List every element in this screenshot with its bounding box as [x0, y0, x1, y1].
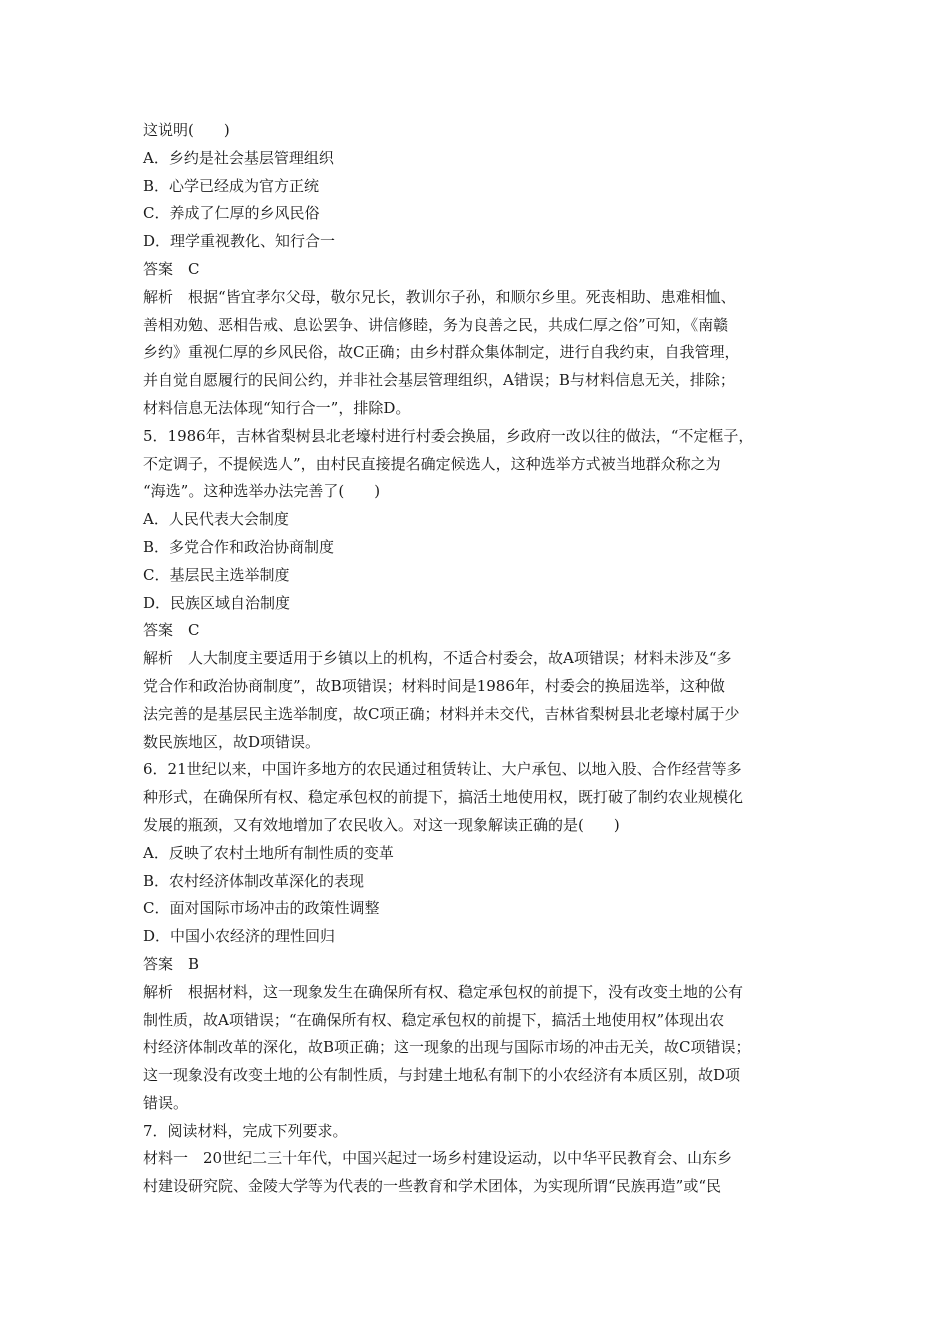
answer: 答案 C	[143, 621, 200, 640]
question-line: 5．1986年，吉林省梨树县北老壕村进行村委会换届，乡政府一改以往的做法，“不定框子，	[143, 426, 754, 445]
option-a: A．人民代表大会制度	[143, 510, 289, 529]
option-a: A．反映了农村土地所有制性质的变革	[143, 843, 394, 862]
option-c: C．养成了仁厚的乡风民俗	[143, 204, 320, 223]
material-line: 村建设研究院、金陵大学等为代表的一些教育和学术团体，为实现所谓“民族再造”或“民	[143, 1177, 722, 1196]
option-b: B．心学已经成为官方正统	[143, 176, 320, 195]
question-line: 种形式，在确保所有权、稳定承包权的前提下，搞活土地使用权，既打破了制约农业规模化	[143, 788, 744, 807]
answer: 答案 C	[143, 259, 200, 278]
explanation-line: 解析 人大制度主要适用于乡镇以上的机构，不适合村委会，故A项错误；材料未涉及“多	[143, 649, 732, 668]
explanation-line: 数民族地区，故D项错误。	[143, 732, 321, 751]
option-d: D．理学重视教化、知行合一	[143, 232, 336, 251]
option-b: B．多党合作和政治协商制度	[143, 537, 335, 556]
question-line: “海选”。这种选举办法完善了( )	[143, 482, 381, 501]
option-c: C．面对国际市场冲击的政策性调整	[143, 899, 380, 918]
explanation-line: 解析 根据材料，这一现象发生在确保所有权、稳定承包权的前提下，没有改变土地的公有	[143, 982, 744, 1001]
question-line: 发展的瓶颈，又有效地增加了农民收入。对这一现象解读正确的是( )	[143, 815, 620, 834]
answer: 答案 B	[143, 954, 200, 973]
material-line: 材料一 20世纪二三十年代，中国兴起过一场乡村建设运动，以中华平民教育会、山东乡	[143, 1149, 733, 1168]
option-b: B．农村经济体制改革深化的表现	[143, 871, 365, 890]
explanation-line: 材料信息无法体现“知行合一”，排除D。	[143, 398, 411, 417]
explanation-line: 善相劝勉、恶相告戒、息讼罢争、讲信修睦，务为良善之民，共成仁厚之俗”可知，《南赣	[143, 315, 729, 334]
explanation-line: 解析 根据“皆宜孝尔父母，敬尔兄长，教训尔子孙，和顺尔乡里。死丧相助、患难相恤、	[143, 287, 736, 306]
explanation-line: 乡约》重视仁厚的乡风民俗，故C正确；由乡村群众集体制定，进行自我约束，自我管理，	[143, 343, 740, 362]
explanation-line: 错误。	[143, 1093, 189, 1112]
document-body	[143, 117, 833, 1201]
option-d: D．民族区域自治制度	[143, 593, 291, 612]
option-c: C．基层民主选举制度	[143, 565, 290, 584]
question-line: 7．阅读材料，完成下列要求。	[143, 1121, 348, 1140]
option-d: D．中国小农经济的理性回归	[143, 927, 336, 946]
question-line: 不定调子，不提候选人”，由村民直接提名确定候选人，这种选举方式被当地群众称之为	[143, 454, 721, 473]
explanation-line: 法完善的是基层民主选举制度，故C项正确；材料并未交代，吉林省梨树县北老壕村属于少	[143, 704, 740, 723]
explanation-line: 这一现象没有改变土地的公有制性质，与封建土地私有制下的小农经济有本质区别，故D项	[143, 1066, 741, 1085]
option-a: A．乡约是社会基层管理组织	[143, 148, 334, 167]
question-line: 6．21世纪以来，中国许多地方的农民通过租赁转让、大户承包、以地入股、合作经营等多	[143, 760, 742, 779]
explanation-line: 制性质，故A项错误；“在确保所有权、稳定承包权的前提下，搞活土地使用权”体现出农	[143, 1010, 725, 1029]
explanation-line: 村经济体制改革的深化，故B项正确；这一现象的出现与国际市场的冲击无关，故C项错误；	[143, 1038, 751, 1057]
explanation-line: 并自觉自愿履行的民间公约，并非社会基层管理组织，A错误；B与材料信息无关，排除；	[143, 371, 735, 390]
explanation-line: 党合作和政治协商制度”，故B项错误；材料时间是1986年，村委会的换届选举，这种做	[143, 676, 725, 695]
text-line: 这说明( )	[143, 121, 230, 139]
